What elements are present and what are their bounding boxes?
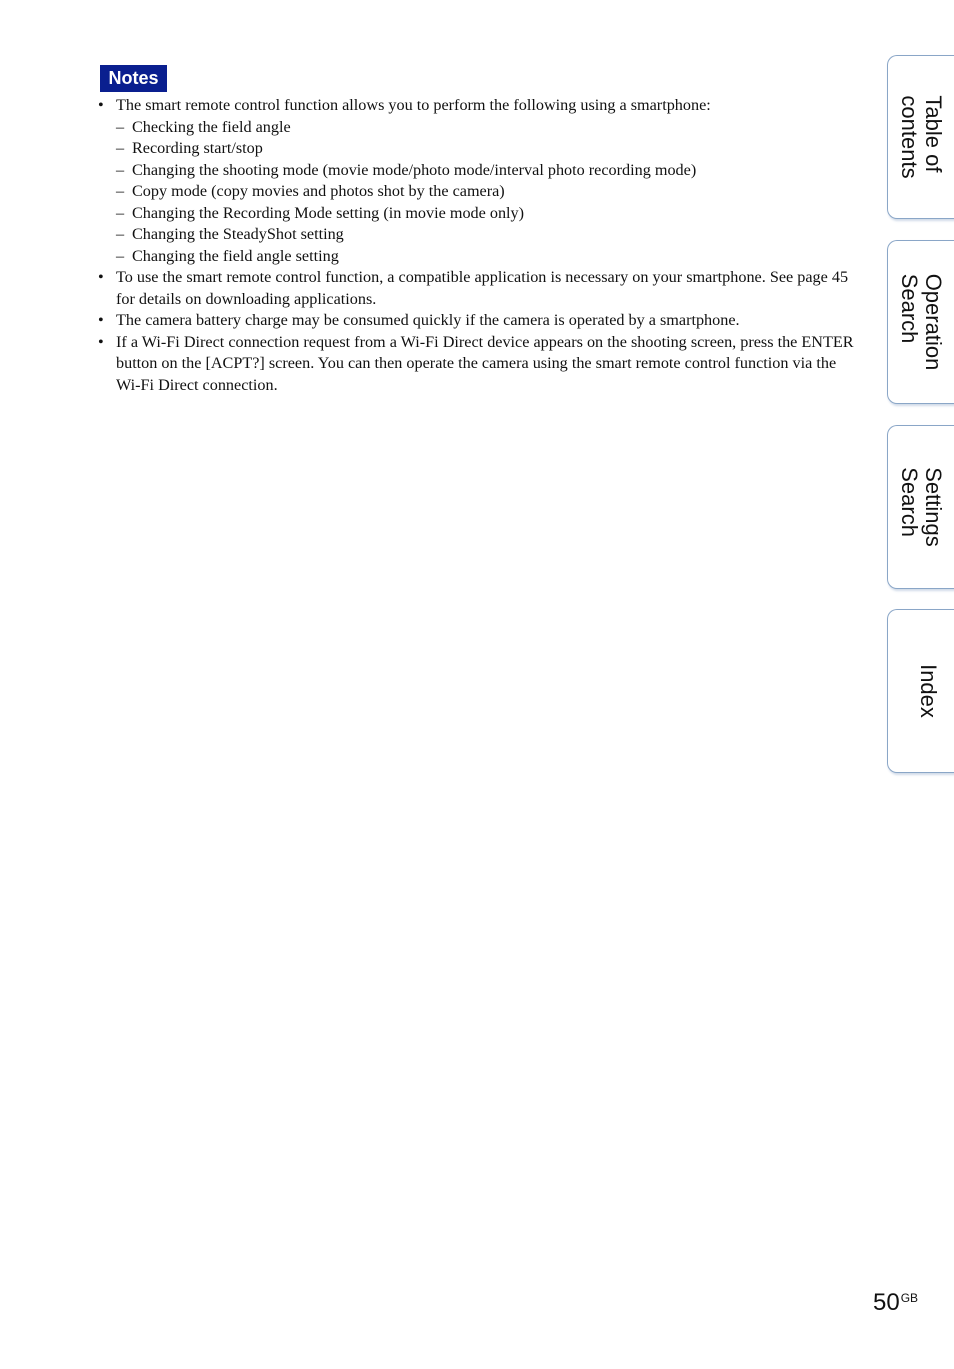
sub-item <box>98 117 858 139</box>
sub-item <box>98 246 858 268</box>
note-item <box>98 267 858 310</box>
notes-badge: Notes <box>100 65 167 92</box>
tab-label-line1: Table of <box>920 95 946 173</box>
tab-label-line1: Settings <box>920 467 946 547</box>
sub-item <box>98 160 858 182</box>
tab-label-line2: Search <box>896 273 922 344</box>
dash: – <box>116 117 125 136</box>
sub-item-text: Changing the field angle setting <box>132 246 339 265</box>
note-item <box>98 332 858 397</box>
sub-item-text: Changing the Recording Mode setting (in movie mode only) <box>132 203 525 222</box>
sub-item <box>98 138 858 160</box>
sub-item-text: Changing the SteadyShot setting <box>132 225 344 243</box>
tab-label-line1: Index <box>915 664 941 718</box>
tab-operation-search[interactable] <box>887 240 954 404</box>
note-item <box>98 95 858 117</box>
bullet: • <box>98 96 104 114</box>
dash: – <box>116 203 125 222</box>
note-text: The smart remote control function allows you to perform the following using a smartphone: <box>116 96 711 114</box>
tab-label <box>897 274 945 371</box>
sub-item <box>98 181 858 203</box>
tab-label-line2: Search <box>896 467 922 537</box>
note-text: To use the smart remote control function, a compatible application is necessary on your smartphone. See page 45 for details on downloading applications. <box>116 268 849 308</box>
sub-item-text: Changing the shooting mode (movie mode/photo mode/interval photo recording mode) <box>132 160 697 179</box>
sub-item <box>98 224 858 246</box>
tab-label <box>916 664 940 718</box>
sub-item-text: Checking the field angle <box>132 117 291 136</box>
page-number <box>873 1289 918 1317</box>
tab-label-line1: Operation <box>920 273 946 371</box>
dash: – <box>116 160 125 179</box>
tab-settings-search[interactable] <box>887 425 954 589</box>
bullet: • <box>98 311 104 329</box>
sub-item <box>98 203 858 225</box>
note-item <box>98 310 858 332</box>
tab-index[interactable] <box>887 609 954 773</box>
dash: – <box>116 246 125 265</box>
dash: – <box>116 182 125 200</box>
dash: – <box>116 225 125 243</box>
tab-label <box>897 467 945 547</box>
bullet: • <box>98 268 104 286</box>
note-text: If a Wi-Fi Direct connection request from a Wi-Fi Direct device appears on the shooting screen, press the ENTER button on the [ACPT?] screen. You can then operate the camera using the smart remote control function via the Wi-Fi Direct connection. <box>116 332 854 394</box>
page-number-value: 50 <box>873 1289 900 1316</box>
tab-label <box>897 95 945 178</box>
tab-label-line2: contents <box>896 95 922 179</box>
bullet: • <box>98 332 104 351</box>
dash: – <box>116 139 125 157</box>
tab-table-of-contents[interactable] <box>887 55 954 219</box>
notes-list <box>98 95 858 396</box>
sub-item-text: Recording start/stop <box>132 139 263 157</box>
note-text: The camera battery charge may be consumed quickly if the camera is operated by a smartphone. <box>116 311 740 329</box>
sub-item-text: Copy mode (copy movies and photos shot by the camera) <box>132 182 505 200</box>
page-number-suffix: GB <box>900 1291 919 1305</box>
